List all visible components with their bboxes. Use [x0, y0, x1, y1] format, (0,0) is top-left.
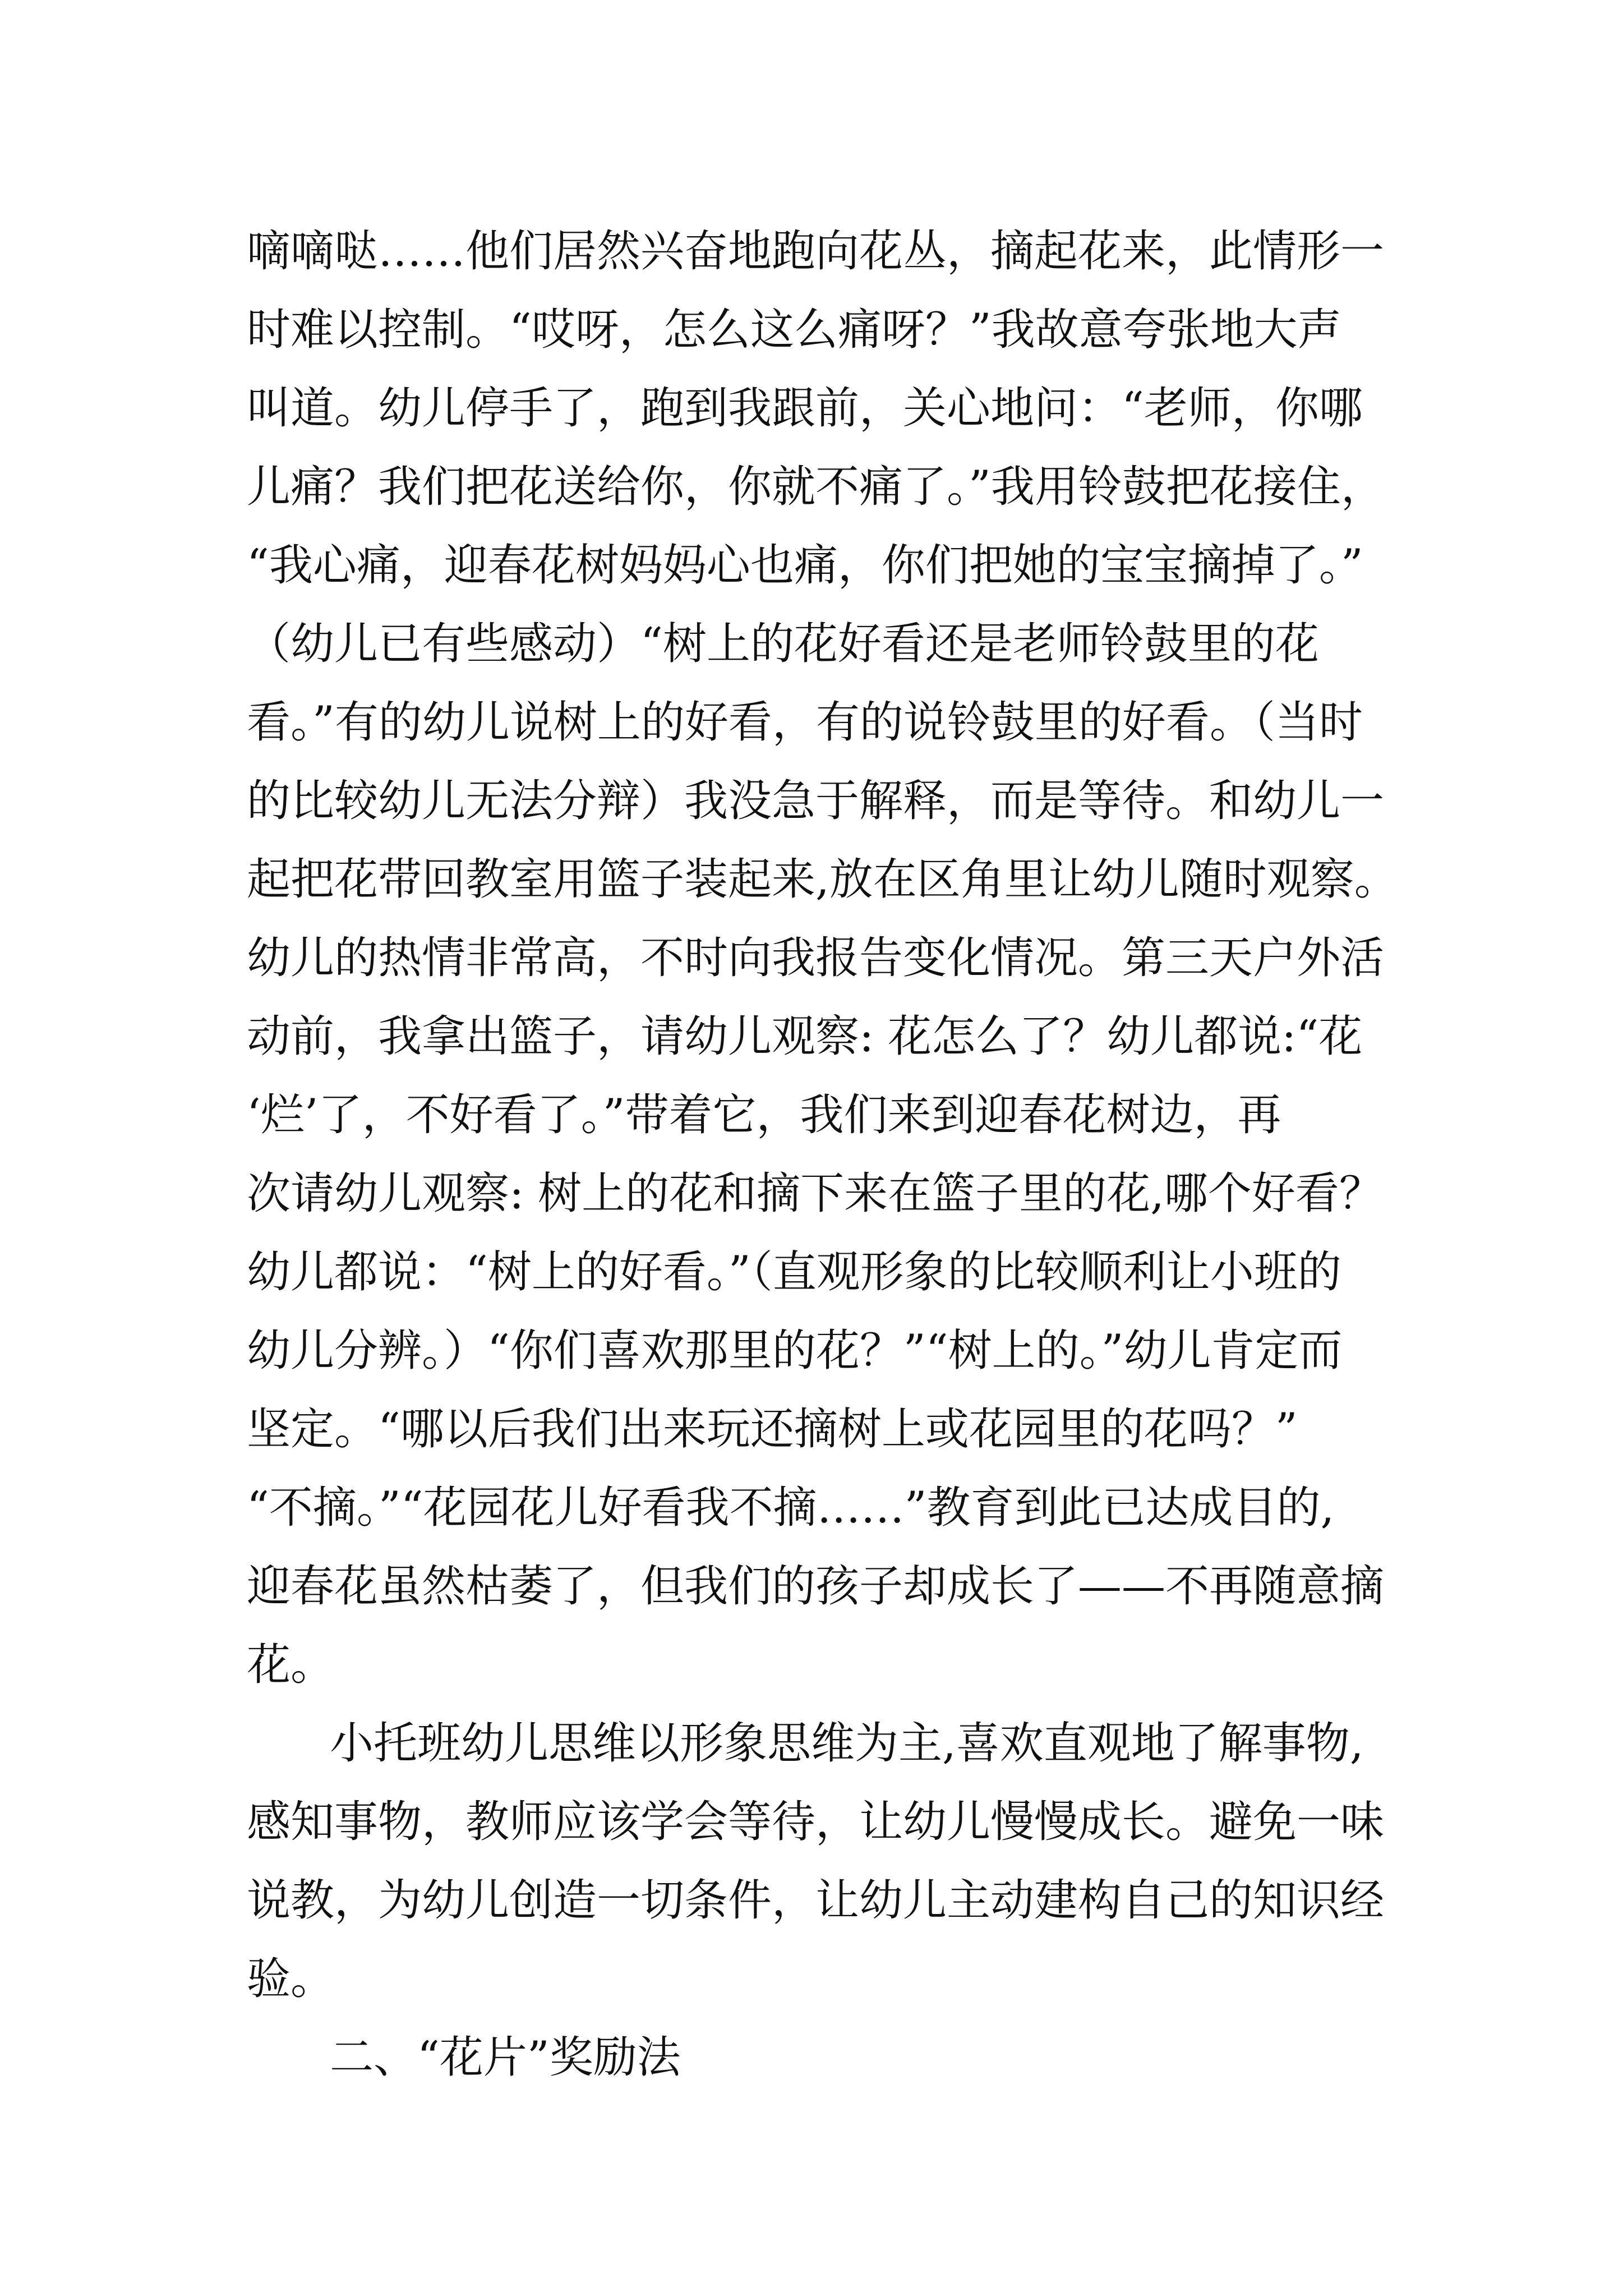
paragraph-1-line: 幼儿分辨。）“你们喜欢那里的花？”“树上的。”幼儿肯定而 [247, 1326, 1343, 1376]
paragraph-1-line: 次请幼儿观察: 树上的花和摘下来在篮子里的花,哪个好看？ [247, 1168, 1383, 1219]
paragraph-1-line: 的比较幼儿无法分辩）我没急于解释，而是等待。和幼儿一 [247, 776, 1385, 826]
paragraph-2-line: 小托班幼儿思维以形象思维为主,喜欢直观地了解事物, [330, 1718, 1364, 1769]
paragraph-1-line: 看。”有的幼儿说树上的好看，有的说铃鼓里的好看。（当时 [247, 697, 1363, 748]
section-heading: 二、“花片”奖励法 [330, 2032, 681, 2083]
paragraph-1-line: 起把花带回教室用篮子装起来,放在区角里让幼儿随时观察。 [247, 854, 1398, 905]
paragraph-1-line: 叫道。幼儿停手了，跑到我跟前，关心地问：“老师，你哪 [247, 383, 1363, 434]
paragraph-2-line: 说教，为幼儿创造一切条件，让幼儿主动建构自己的知识经 [247, 1875, 1385, 1926]
paragraph-1-line: 儿痛？我们把花送给你，你就不痛了。”我用铃鼓把花接住， [247, 462, 1385, 512]
paragraph-1-line: “我心痛，迎春花树妈妈心也痛，你们把她的宝宝摘掉了。” [247, 540, 1363, 591]
paragraph-2-line: 感知事物，教师应该学会等待，让幼儿慢慢成长。避免一味 [247, 1797, 1385, 1847]
paragraph-1-line: 嘀嘀哒……他们居然兴奋地跑向花丛，摘起花来，此情形一 [247, 226, 1385, 277]
paragraph-1-line: （幼儿已有些感动）“树上的花好看还是老师铃鼓里的花 [247, 619, 1319, 669]
paragraph-1-line: 花。 [247, 1640, 335, 1690]
paragraph-1-line: 幼儿的热情非常高，不时向我报告变化情况。第三天户外活 [247, 933, 1385, 983]
paragraph-1-line: 时难以控制。“哎呀，怎么这么痛呀？”我故意夸张地大声 [247, 305, 1341, 355]
paragraph-1-line: ‘烂’了，不好看了。”带着它，我们来到迎春花树边，再 [247, 1090, 1281, 1140]
paragraph-1-line: 迎春花虽然枯萎了，但我们的孩子却成长了——不再随意摘 [247, 1561, 1385, 1612]
body-text [247, 212, 1430, 2097]
paragraph-2-line: 验。 [247, 1954, 335, 2004]
paragraph-1-line: 动前，我拿出篮子，请幼儿观察: 花怎么了？幼儿都说:“花 [247, 1011, 1363, 1062]
paragraph-1-line: 坚定。“哪以后我们出来玩还摘树上或花园里的花吗？” [247, 1404, 1298, 1455]
paragraph-1-line: 幼儿都说：“树上的好看。”（直观形象的比较顺利让小班的 [247, 1247, 1341, 1297]
paragraph-1-line: “不摘。”“花园花儿好看我不摘……”教育到此已达成目的, [247, 1483, 1335, 1533]
